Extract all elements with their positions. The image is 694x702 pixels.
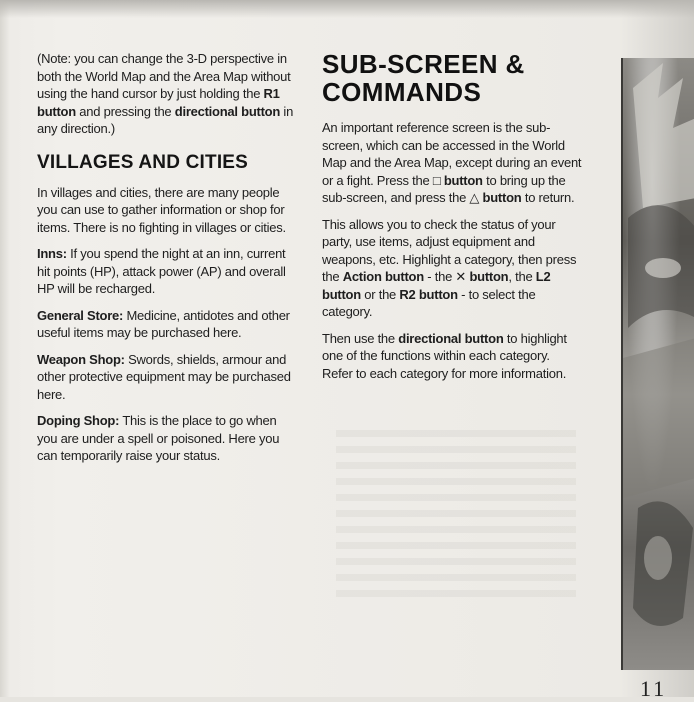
doping-shop-label: Doping Shop: — [37, 413, 120, 428]
p2-button-word: button — [466, 269, 509, 284]
general-store-paragraph — [37, 307, 295, 342]
inns-text: If you spend the night at an inn, current hit points (HP), attack power (AP) and overall HP will be recharged. — [37, 246, 286, 296]
p3-text-a: Then use the — [322, 330, 399, 346]
right-column — [322, 50, 582, 391]
doping-shop-paragraph — [37, 412, 295, 465]
note-end-text: in any direction.) — [37, 103, 294, 136]
weapon-shop-paragraph — [37, 351, 295, 404]
directional-paragraph — [322, 330, 582, 383]
character-illustration — [621, 58, 694, 670]
inns-label: Inns: — [37, 246, 67, 261]
l2-button-label: L2 button — [322, 269, 551, 302]
page-number: 11 — [640, 676, 668, 701]
note-mid-text: and pressing the — [75, 103, 175, 119]
note-text: (Note: you can change the 3-D perspective in both the World Map and the Area Map without using the hand cursor by just holding the — [37, 51, 291, 101]
p2-text-e: - to select the category. — [322, 286, 536, 319]
heading-line-1: SUB-SCREEN & — [322, 49, 525, 79]
note-r1-button: R1 button — [37, 86, 280, 119]
p1-text-c: to return. — [521, 190, 575, 205]
general-store-label: General Store: — [37, 307, 124, 323]
p1-button-word-2: button — [479, 190, 522, 205]
p2-text-a: This allows you to check the status of your party, use items, adjust equipment and weapons, etc. Highlight a category, then press the — [322, 216, 577, 284]
perspective-note — [37, 50, 295, 138]
p1-text-a: An important reference screen is the sub-screen, which can be accessed in the World Map and the Area Map, except during an event or a fight. Press the — [322, 120, 582, 188]
inns-paragraph — [37, 245, 295, 298]
general-store-text: Medicine, antidotes and other useful items may be purchased here. — [37, 307, 290, 340]
sub-screen-paragraph — [322, 119, 582, 207]
square-button-icon: □ — [432, 172, 441, 188]
triangle-button-icon: △ — [469, 190, 480, 205]
p2-text-b: - the — [423, 269, 456, 284]
p2-text-d: or the — [360, 286, 400, 302]
p1-text-b: to bring up the sub-screen, and press the — [322, 172, 566, 205]
cross-button-icon: ✕ — [455, 269, 467, 284]
sub-screen-heading — [322, 50, 582, 106]
r2-button-label: R2 button — [399, 286, 458, 302]
villages-paragraph: In villages and cities, there are many people you can use to gather information or shop for items. There is no fighting in villages or cities. — [37, 184, 286, 235]
weapon-shop-label: Weapon Shop: — [37, 351, 125, 367]
weapon-shop-text: Swords, shields, armour and other protective equipment may be purchased here. — [37, 351, 291, 402]
page-top-shadow — [0, 0, 694, 18]
action-button-label: Action button — [342, 269, 424, 284]
heading-line-2: COMMANDS — [322, 77, 482, 107]
note-directional-button: directional button — [174, 103, 281, 119]
p3-directional-button: directional button — [398, 330, 504, 346]
p1-button-word-1: button — [440, 172, 483, 188]
p2-text-c: , the — [508, 269, 536, 284]
status-paragraph — [322, 216, 582, 321]
p3-text-b: to highlight one of the functions within each category. Refer to each category for more information. — [322, 330, 567, 381]
villages-heading: VILLAGES AND CITIES — [37, 151, 249, 173]
doping-shop-text: This is the place to go when you are under a spell or poisoned. Here you can temporarily raise your status. — [37, 413, 280, 463]
bleed-through-texture — [336, 430, 576, 600]
left-column — [37, 50, 295, 474]
